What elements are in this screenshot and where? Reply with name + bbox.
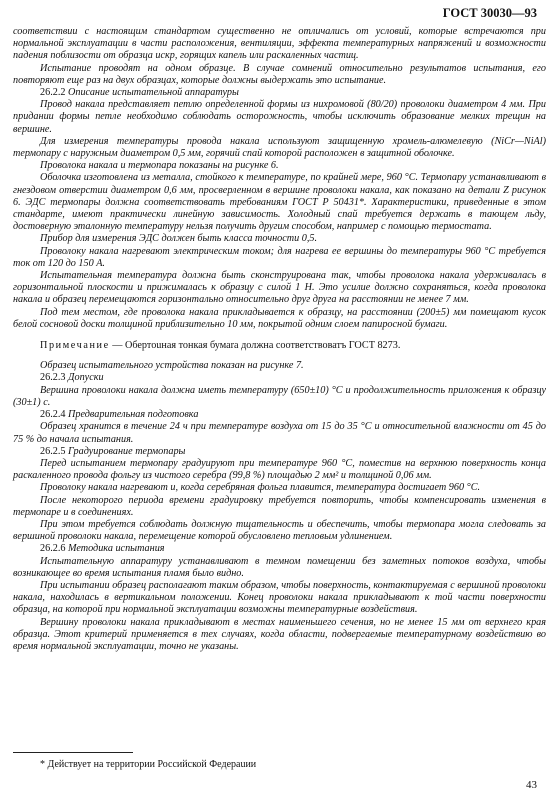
paragraph: Под тем местом, где проволока накала прикладывается к образцу, на расстоянии (200±5) мм помещают кусок белой сосновой доски толщиной приблизительно 10 мм, покрытой одним слоем папиросной бумаги. xyxy=(13,306,546,330)
paragraph: Вершина проволоки накала должна иметь температуру (650±10) °С и продолжительность приложения к образцу (30±1) с. xyxy=(13,384,546,408)
paragraph: Образец хранится в течение 24 ч при температуре воздуха от 15 до 35 °С и относительной влажности от 45 до 75 % до начала испытания. xyxy=(13,421,546,445)
section-number: 26.2.6 xyxy=(40,543,69,555)
section-heading xyxy=(13,87,546,99)
section-heading xyxy=(13,543,546,555)
section-title: Допуски xyxy=(68,372,104,384)
section-title: Описание испытательной аппаратуры xyxy=(68,87,239,99)
section-heading xyxy=(13,409,546,421)
note xyxy=(13,340,546,352)
section-title: Предварительная подготовка xyxy=(68,409,199,421)
section-number: 26.2.2 xyxy=(40,87,69,99)
paragraph: Испытательная температура должна быть сконструирована так, чтобы проволока накала удерживалась в горизонтальной плоскости и прижималась к образцу с силой 1 Н. Это усилие должно сохраняться, когда проволока накала и образец перемещаются горизонтально относительно друг друга на расстоянии не менее 7 мм. xyxy=(13,270,546,306)
section-number: 26.2.3 xyxy=(40,372,69,384)
section-title: Градуирование термопары xyxy=(68,445,186,457)
page-number: 43 xyxy=(526,779,537,791)
note-label: Примечание xyxy=(40,340,110,352)
paragraph: Прибор для измерения ЭДС должен быть класса точности 0,5. xyxy=(40,233,318,245)
footnote-divider xyxy=(13,752,133,753)
paragraph: Образец испытательного устройства показан на рисунке 7. xyxy=(40,360,304,372)
section-heading xyxy=(13,372,546,384)
paragraph: Проволоку накала нагревают и, когда серебряная фольга плавится, температура достигает 960 °С. xyxy=(40,482,481,494)
section-number: 26.2.4 xyxy=(40,409,69,421)
section-heading xyxy=(13,446,546,458)
paragraph: Перед испытанием термопару градуируют при температуре 960 °С, поместив на верхнюю поверхность конца раскаленного провода фольгу из чистого серебра (99,8 %) площадью 2 мм² и толщиной 0,06 мм. xyxy=(13,457,546,482)
paragraph: Испытательную аппаратуру устанавливают в темном помещении без заметных потоков воздуха, чтобы возникающее во время испытания пламя было видно. xyxy=(13,555,546,579)
paragraph: соответствии с настоящим стандартом существенно не отличались от условий, которые встречаются при нормальной эксплуатации в части расположения, вентиляции, эффекта температурных напряжений и возможности падения поблизости от образца искр, горящих капель или раскаленных частиц. xyxy=(13,26,546,62)
paragraph: Проволока накала и термопара показаны на рисунке 6. xyxy=(40,160,279,172)
paragraph: Вершину проволоки накала прикладывают в местах наименьшего сечения, но не менее 15 мм от верхнего края образца. Этот критерий применяется в тех случаях, когда области, подвергаемые температурному воздействию во время нормальной эксплуатации, точно не указаны. xyxy=(13,616,546,652)
footnote: * Действует на территории Российской Федераuии xyxy=(40,759,257,770)
paragraph: Оболочка изготовлена из металла, стойкого к температуре, по крайней мере, 960 °С. Термопару устанавливают в гнездовом отверстии диаметром 0,6 мм, просверленном в вершине проволоки накала, как показано на детали Z рисунок 6. ЭДС термопары должна соответствовать требованиям ГОСТ Р 50431*. Характеристики, приведенные в этом стандарте, имеют практически линейную зависимость. Холодный спай требуется держать в тающем льду, достоверную эталонную температуру нельзя получить другим способом, например с помощью термостата. xyxy=(13,172,546,233)
note-text: — Обертоuная тонкая бумаrа должна соответствоватъ ГОСТ 8273. xyxy=(109,340,401,352)
paragraph: При испытании образец располагают таким образом, чтобы поверхность, контактируемая с вершиной проволоки накала, находилась в вертикальном положении. Конец проволоки накала прикладывают к той части поверхности образца, на которой при нормальной эксплуатации возможны температурные воздействия. xyxy=(13,579,546,616)
paragraph: Провод накала представляет петлю определенной формы из нихромовой (80/20) проволоки диаметром 4 мм. При придании формы петле необходимо соблюдать осторожность, чтобы исключить образование мелких трещин на вершине. xyxy=(13,99,546,135)
section-number: 26.2.5 xyxy=(40,445,69,457)
document-header: ГОСТ 30030—93 xyxy=(442,6,537,20)
section-title: Методика испытания xyxy=(68,543,165,555)
paragraph: После некоторого периода времени градуировку требуется повторить, чтобы компенсировать изменения в термопаре и в соединениях. xyxy=(13,494,546,518)
paragraph: При этом требуется соблюдать должную тщательность и обеспечить, чтобы термопара могла следовать за вершиной проволоки накала, перемещение которой обусловлено тепловым удлинением. xyxy=(13,518,546,543)
paragraph: Для измерения температуры провода накала используют защищенную хромель-алюмелевую (NiCr—NiAl) термопару с наружным диаметром 0,5 мм, горячий спай которой расположен в защитной оболочке. xyxy=(13,135,546,160)
paragraph: Проволоку накала нагревают электрическим током; для нагрева ее вершины до температуры 960 °С требуется ток от 120 до 150 А. xyxy=(13,245,546,269)
document-body xyxy=(13,26,546,653)
paragraph: Испытание проводят на одном образце. В случае сомнений относительно результатов испытания, его повторяют еще раз на двух образцах, которые должны выдержать это испытание. xyxy=(13,62,546,86)
